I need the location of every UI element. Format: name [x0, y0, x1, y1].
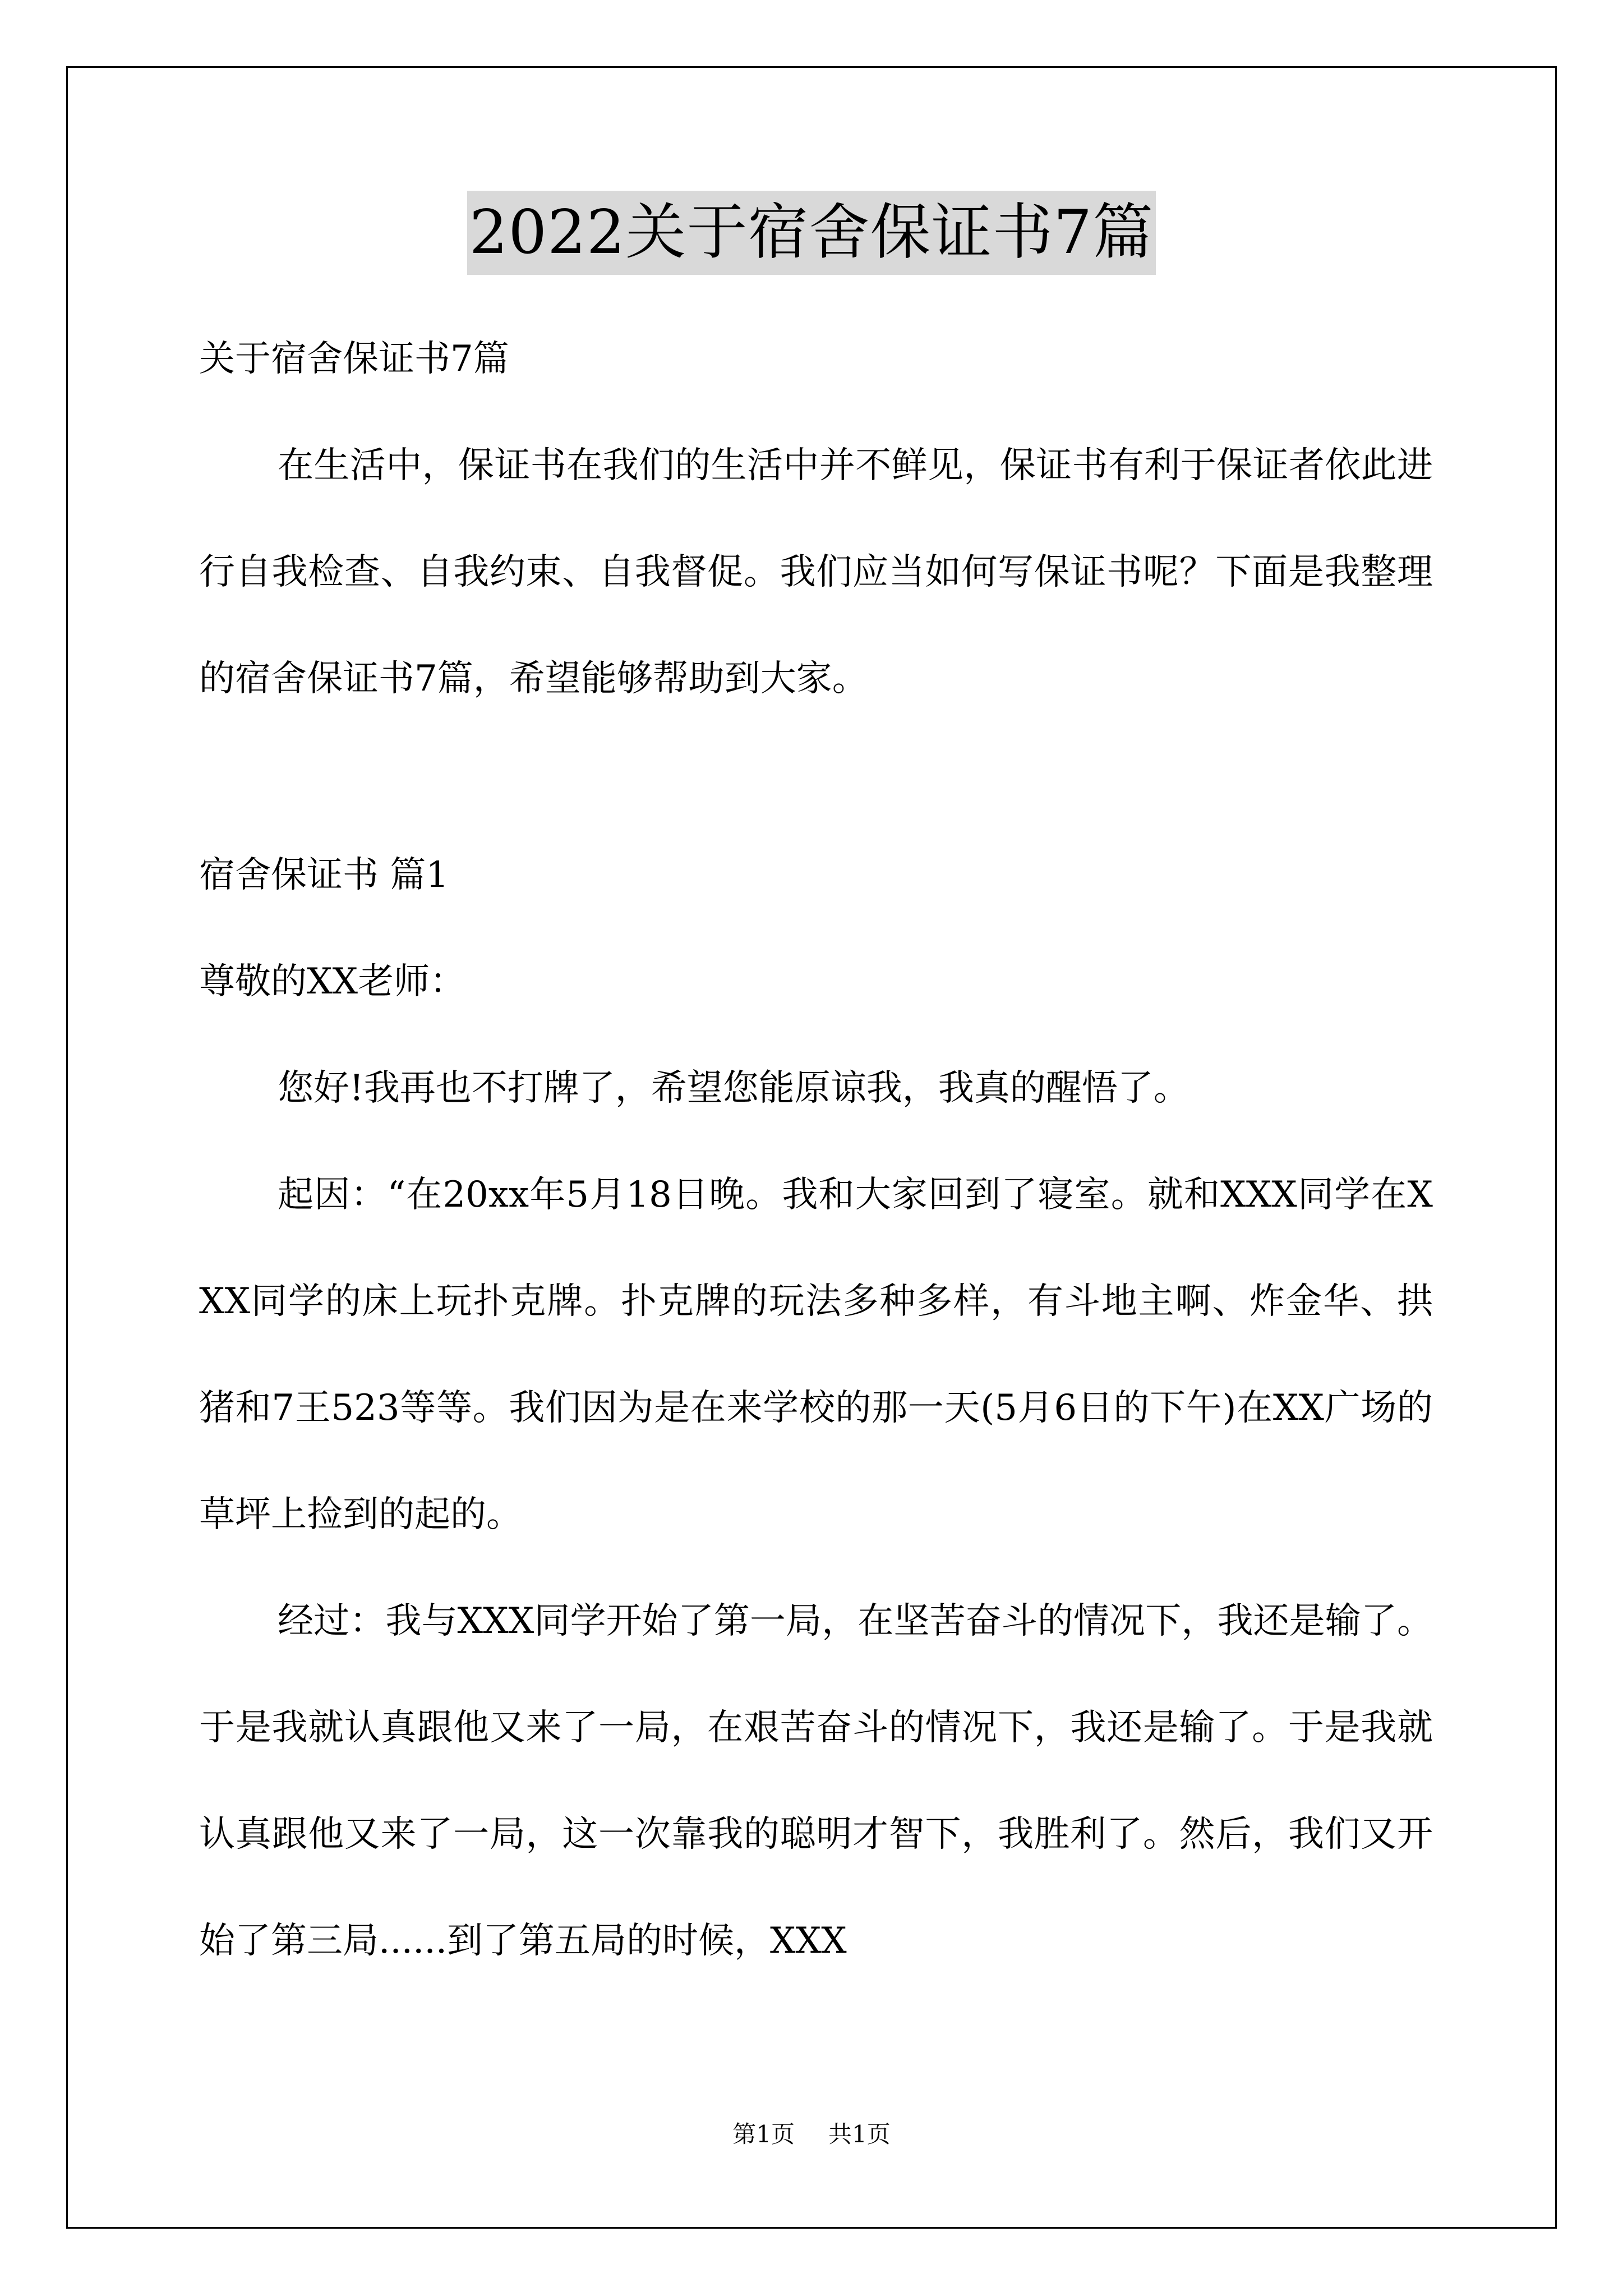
section-heading: 宿舍保证书 篇1: [199, 854, 449, 896]
document-subtitle: 关于宿舍保证书7篇: [199, 338, 509, 380]
salutation: 尊敬的XX老师：: [199, 961, 466, 1002]
section-gap: [199, 732, 1433, 822]
page-number: 第1页: [732, 2120, 795, 2148]
title-container: [0, 191, 1623, 275]
intro-paragraph: 在生活中，保证书在我们的生活中并不鲜见，保证书有利于保证者依此进行自我检查、自我约束、自我督促。我们应当如何写保证书呢？下面是我整理的宿舍保证书7篇，希望能够帮助到大家。: [199, 445, 1433, 700]
document-title: 2022关于宿舍保证书7篇: [467, 191, 1156, 275]
body-paragraph: 经过：我与XXX同学开始了第一局，在坚苦奋斗的情况下，我还是输了。于是我就认真跟他又来了一局，在艰苦奋斗的情况下，我还是输了。于是我就认真跟他又来了一局，这一次靠我的聪明才智下，我胜利了。然后，我们又开始了第三局......到了第五局的时候，XXX: [199, 1600, 1433, 1962]
page-footer: [0, 2118, 1623, 2151]
body-paragraph: 您好!我再也不打牌了，希望您能原谅我，我真的醒悟了。: [278, 1068, 1189, 1109]
document-body: [199, 306, 1433, 1994]
page-total: 共1页: [828, 2120, 891, 2148]
body-paragraph: 起因：“在20xx年5月18日晚。我和大家回到了寝室。就和XXX同学在XXX同学的床上玩扑克牌。扑克牌的玩法多种多样，有斗地主啊、炸金华、拱猪和7王523等等。我们因为是在来学校的那一天(5月6日的下午)在XX广场的草坪上捡到的起的。: [199, 1174, 1433, 1535]
